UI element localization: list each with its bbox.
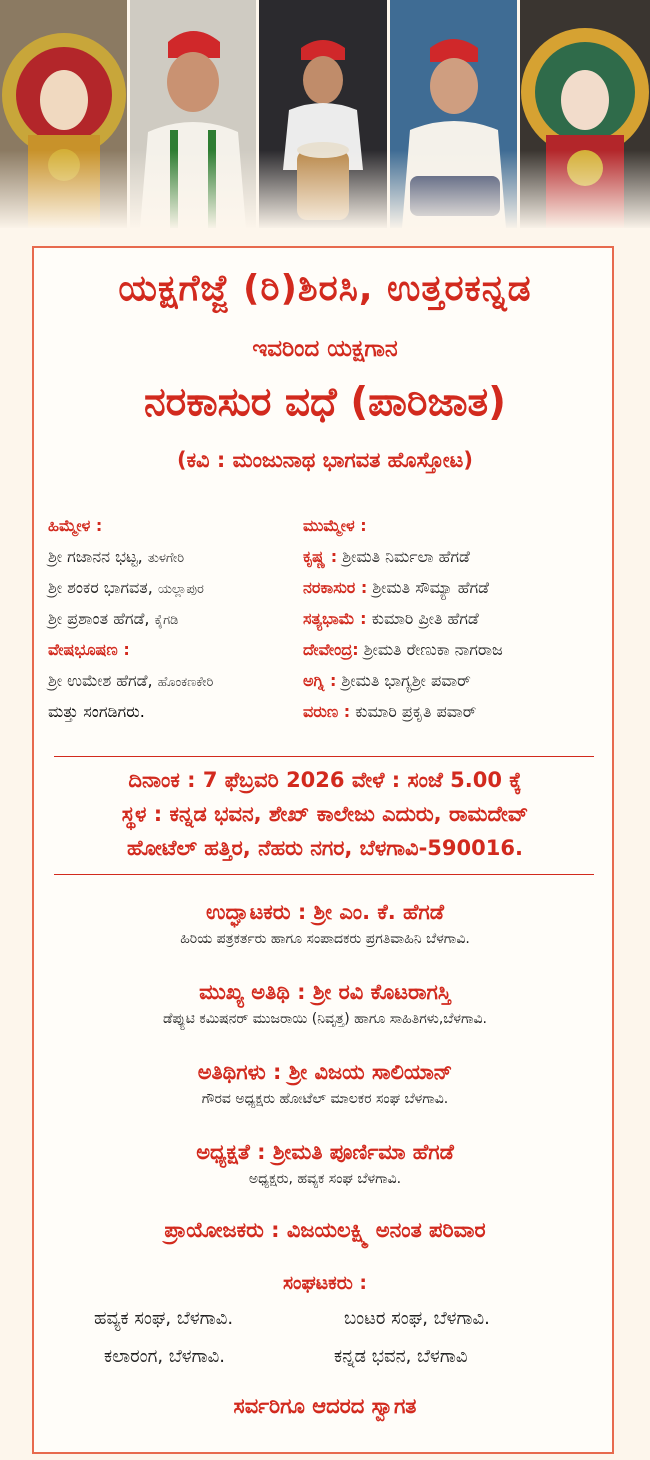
- cast-actor: ಶ್ರೀಮತಿ ನಿರ್ಮಲಾ ಹೆಗಡೆ: [342, 547, 470, 566]
- artist-place: ಯಲ್ಲಾಪುರ: [157, 582, 204, 597]
- divider-bottom: [54, 874, 594, 875]
- costume-heading: ವೇಷಭೂಷಣ :: [48, 640, 130, 659]
- poet-line: (ಕವಿ : ಮಂಜುನಾಥ ಭಾಗವತ ಹೊಸ್ತೋಟ): [176, 448, 473, 472]
- cast-role: ವರುಣ :: [303, 702, 351, 721]
- event-venue-line2: ಹೋಟೆಲ್ ಹತ್ತಿರ, ನೆಹರು ನಗರ, ಬೆಳಗಾವಿ-590016.: [127, 836, 523, 860]
- artist-name: ಶ್ರೀ ಶಂಕರ ಭಾಗವತ,: [48, 578, 153, 597]
- chief-guest: [34, 980, 616, 1027]
- himmela-artist: [48, 541, 303, 572]
- guest-title: ಅಧ್ಯಕ್ಷತೆ : ಶ್ರೀಮತಿ ಪೂರ್ಣಿಮಾ ಹೆಗಡೆ: [196, 1140, 454, 1164]
- organizers-heading: ಸಂಘಟಕರು :: [282, 1272, 368, 1294]
- organizer-item: ಕನ್ನಡ ಭವನ, ಬೆಳಗಾವಿ: [334, 1346, 468, 1367]
- costume-artist: [48, 665, 303, 696]
- divider-top: [54, 756, 594, 757]
- organization-name: ಯಕ್ಷಗೆಜ್ಜೆ (ರಿ)ಶಿರಸಿ, ಉತ್ತರಕನ್ನಡ: [118, 268, 532, 309]
- artist-name: ಶ್ರೀ ಗಜಾನನ ಭಟ್ಟ,: [48, 547, 143, 566]
- artist-place: ಕೈಗಡಿ: [154, 613, 179, 628]
- artist-place: ಹೊಂಕಣಕೇರಿ: [157, 675, 214, 690]
- organizer-item: ಕಲಾರಂಗ, ಬೆಳಗಾವಿ.: [104, 1346, 226, 1367]
- guest-title: ಅತಿಥಿಗಳು : ಶ್ರೀ ವಿಜಯ ಸಾಲಿಯಾನ್: [197, 1060, 453, 1084]
- cast-entry: [303, 696, 603, 727]
- cast-actor: ಕುಮಾರಿ ಪ್ರಕೃತಿ ಪವಾರ್: [355, 702, 477, 721]
- invitation-card: [32, 246, 614, 1454]
- himmela-artist: [48, 572, 303, 603]
- guest-title: ಉದ್ಘಾಟಕರು : ಶ್ರೀ ಎಂ. ಕೆ. ಹೆಗಡೆ: [206, 900, 444, 924]
- artists-section: [48, 510, 604, 750]
- cast-role: ಸತ್ಯಭಾಮೆ :: [303, 609, 367, 628]
- play-title: ನರಕಾಸುರ ವಧೆ (ಪಾರಿಜಾತ): [144, 380, 506, 425]
- cast-entry: [303, 665, 603, 696]
- cast-role: ಅಗ್ನಿ :: [303, 671, 337, 690]
- organizer-item: ಹವ್ಯಕ ಸಂಘ, ಬೆಳಗಾವಿ.: [94, 1308, 234, 1329]
- guest-title: ಮುಖ್ಯ ಅತಿಥಿ : ಶ್ರೀ ರವಿ ಕೊಟರಾಗಸ್ತಿ: [199, 980, 451, 1004]
- cast-role: ಕೃಷ್ಣ :: [303, 547, 338, 566]
- cast-entry: [303, 603, 603, 634]
- cast-role: ನರಕಾಸುರ :: [303, 578, 368, 597]
- cast-actor: ಶ್ರೀಮತಿ ರೇಣುಕಾ ನಾಗರಾಜ: [363, 640, 503, 659]
- organizer-item: ಬಂಟರ ಸಂಘ, ಬೆಳಗಾವಿ.: [344, 1308, 490, 1329]
- cast-role: ದೇವೇಂದ್ರ:: [303, 640, 359, 659]
- event-date: ದಿನಾಂಕ : 7 ಫೆಬ್ರವರಿ 2026 ವೇಳೆ : ಸಂಜೆ 5.00 ಕ್ಕೆ: [128, 768, 522, 792]
- cast-actor: ಕುಮಾರಿ ಪ್ರೀತಿ ಹೆಗಡೆ: [371, 609, 479, 628]
- event-venue-line1: ಸ್ಥಳ : ಕನ್ನಡ ಭವನ, ಶೇಖ್ ಕಾಲೇಜು ಎದುರು, ರಾಮದೇವ್: [121, 802, 529, 826]
- himmela-heading: ಹಿಮ್ಮೇಳ :: [48, 516, 103, 535]
- cast-actor: ಶ್ರೀಮತಿ ಭಾಗ್ಯಶ್ರೀ ಪವಾರ್: [341, 671, 471, 690]
- artist-name: ಶ್ರೀ ಪ್ರಶಾಂತ ಹೆಗಡೆ,: [48, 609, 150, 628]
- welcome-line: ಸರ್ವರಿಗೂ ಆದರದ ಸ್ವಾಗತ: [233, 1394, 417, 1418]
- guest-description: ಹಿರಿಯ ಪತ್ರಕರ್ತರು ಹಾಗೂ ಸಂಪಾದಕರು ಪ್ರಗತಿವಾಹಿನಿ ಬೆಳಗಾವಿ.: [180, 931, 470, 947]
- photo-fade: [0, 150, 650, 230]
- guest-description: ಡೆಪ್ಯುಟಿ ಕಮಿಷನರ್ ಮುಜರಾಯಿ (ನಿವೃತ್ತ) ಹಾಗೂ ಸಾಹಿತಿಗಳು,ಬೆಳಗಾವಿ.: [163, 1011, 487, 1027]
- costume-group: ಮತ್ತು ಸಂಗಡಿಗರು.: [48, 702, 145, 721]
- himmela-artist: [48, 603, 303, 634]
- cast-entry: [303, 572, 603, 603]
- guest: [34, 1060, 616, 1107]
- sponsor-line: ಪ್ರಾಯೋಜಕರು : ವಿಜಯಲಕ್ಷ್ಮಿ ಅನಂತ ಪರಿವಾರ: [164, 1218, 486, 1242]
- artist-name: ಶ್ರೀ ಉಮೇಶ ಹೆಗಡೆ,: [48, 671, 153, 690]
- artist-place: ತುಳಗೇರಿ: [147, 551, 185, 566]
- president: [34, 1140, 616, 1187]
- cast-entry: [303, 634, 603, 665]
- cast-actor: ಶ್ರೀಮತಿ ಸೌಮ್ಯಾ ಹೆಗಡೆ: [372, 578, 490, 597]
- presents-line: ಇವರಿಂದ ಯಕ್ಷಗಾನ: [252, 336, 398, 362]
- guest-description: ಅಧ್ಯಕ್ಷರು, ಹವ್ಯಕ ಸಂಘ ಬೆಳಗಾವಿ.: [248, 1171, 402, 1187]
- guest-description: ಗೌರವ ಅಧ್ಯಕ್ಷರು ಹೋಟೆಲ್ ಮಾಲಕರ ಸಂಘ ಬೆಳಗಾವಿ.: [201, 1091, 449, 1107]
- mummela-heading: ಮುಮ್ಮೇಳ :: [303, 516, 367, 535]
- himmela-column: [48, 510, 303, 727]
- inaugurator: [34, 900, 616, 947]
- cast-entry: [303, 541, 603, 572]
- mummela-column: [303, 510, 603, 727]
